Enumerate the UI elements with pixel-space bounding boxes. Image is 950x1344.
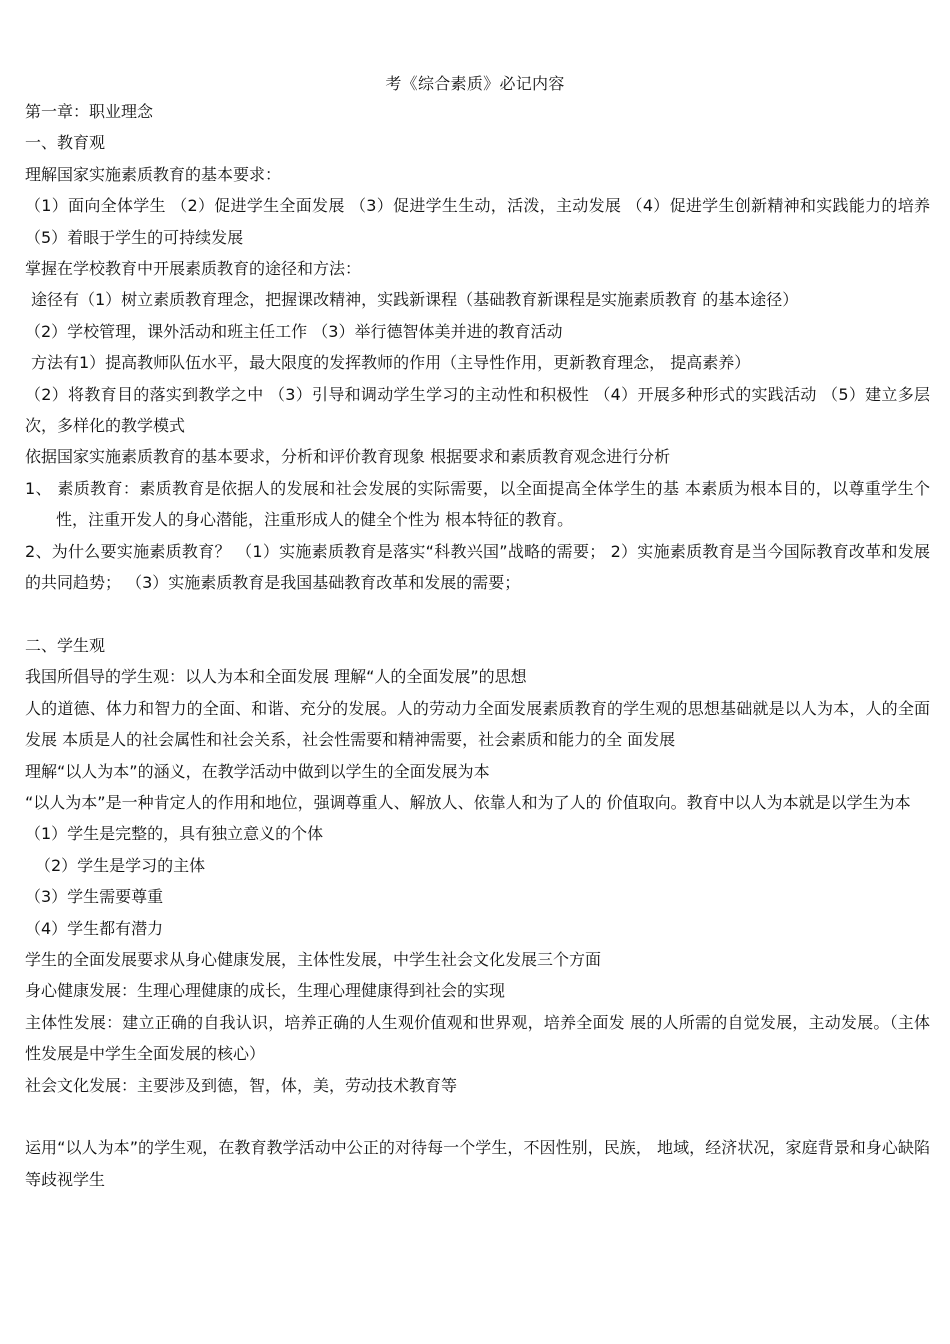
paragraph: （2）学校管理，课外活动和班主任工作 （3）举行德智体美并进的教育活动 — [25, 321, 563, 341]
paragraph: 途径有（1）树立素质教育理念，把握课改精神，实践新课程（基础教育新课程是实施素质教育 的基本途径） — [31, 290, 799, 310]
paragraph: 运用“以人为本”的学生观，在教育教学活动中公正的对待每一个学生，不因性别，民族， 地域，经济状况，家庭背景和身心缺陷等歧视学生 — [25, 1138, 930, 1189]
paragraph: （1）面向全体学生 （2）促进学生全面发展 （3）促进学生生动，活泼，主动发展 （4）促进学生创新精神和实践能力的培养 （5）着眼于学生的可持续发展 — [25, 196, 930, 247]
list-item: （4）学生都有潜力 — [25, 918, 164, 938]
paragraph: “以人为本”是一种肯定人的作用和地位，强调尊重人、解放人、依靠人和为了人的 价值取向。教育中以人为本就是以学生为本 — [25, 792, 911, 812]
numbered-item: 2、为什么要实施素质教育？ （1）实施素质教育是落实“科教兴国”战略的需要； 2）实施素质教育是当今国际教育改革和发展的共同趋势； （3）实施素质教育是我国基础教育改革和发展的需要； — [25, 541, 930, 593]
paragraph: 掌握在学校教育中开展素质教育的途径和方法： — [25, 259, 362, 279]
paragraph: 方法有1）提高教师队伍水平，最大限度的发挥教师的作用（主导性作用，更新教育理念， 提高素养） — [31, 353, 751, 373]
chapter-heading: 第一章：职业理念 — [25, 102, 154, 121]
paragraph: 身心健康发展：生理心理健康的成长，生理心理健康得到社会的实现 — [25, 981, 506, 1001]
numbered-item: 1、 素质教育：素质教育是依据人的发展和社会发展的实际需要，以全面提高全体学生的基 本素质为根本目的，以尊重学生个性，注重开发人的身心潜能，注重形成人的健全个性为 根本特征的教育。 — [25, 478, 930, 530]
paragraph: 理解国家实施素质教育的基本要求： — [25, 164, 282, 184]
section-heading-education-view: 一、教育观 — [25, 133, 106, 153]
list-item: （1）学生是完整的，具有独立意义的个体 — [25, 824, 324, 844]
paragraph: 理解“以人为本”的涵义，在教学活动中做到以学生的全面发展为本 — [25, 761, 490, 781]
paragraph: 人的道德、体力和智力的全面、和谐、充分的发展。人的劳动力全面发展素质教育的学生观的思想基础就是以人为本，人的全面发展 本质是人的社会属性和社会关系，社会性需要和精神需要，社会素质和能力的全 面发展 — [25, 698, 930, 750]
blank-line — [25, 599, 930, 630]
list-item: （2）学生是学习的主体 — [35, 855, 206, 875]
section-heading-student-view: 二、学生观 — [25, 635, 106, 655]
list-item: （3）学生需要尊重 — [25, 887, 164, 907]
document-body — [25, 96, 930, 1195]
paragraph: 主体性发展：建立正确的自我认识，培养正确的人生观价值观和世界观，培养全面发 展的人所需的自觉发展，主动发展。（主体性发展是中学生全面发展的核心） — [25, 1012, 930, 1064]
paragraph: 我国所倡导的学生观：以人为本和全面发展 理解“人的全面发展”的思想 — [25, 667, 527, 687]
paragraph: 依据国家实施素质教育的基本要求，分析和评价教育现象 根据要求和素质教育观念进行分析 — [25, 447, 671, 467]
paragraph: 社会文化发展：主要涉及到德，智，体，美，劳动技术教育等 — [25, 1075, 458, 1095]
paragraph: 学生的全面发展要求从身心健康发展，主体性发展，中学生社会文化发展三个方面 — [25, 949, 602, 969]
paragraph: （2）将教育目的落实到教学之中 （3）引导和调动学生学习的主动性和积极性 （4）开展多种形式的实践活动 （5）建立多层次，多样化的教学模式 — [25, 384, 930, 436]
blank-line — [25, 1101, 930, 1132]
document-title: 考《综合素质》必记内容 — [385, 74, 565, 93]
